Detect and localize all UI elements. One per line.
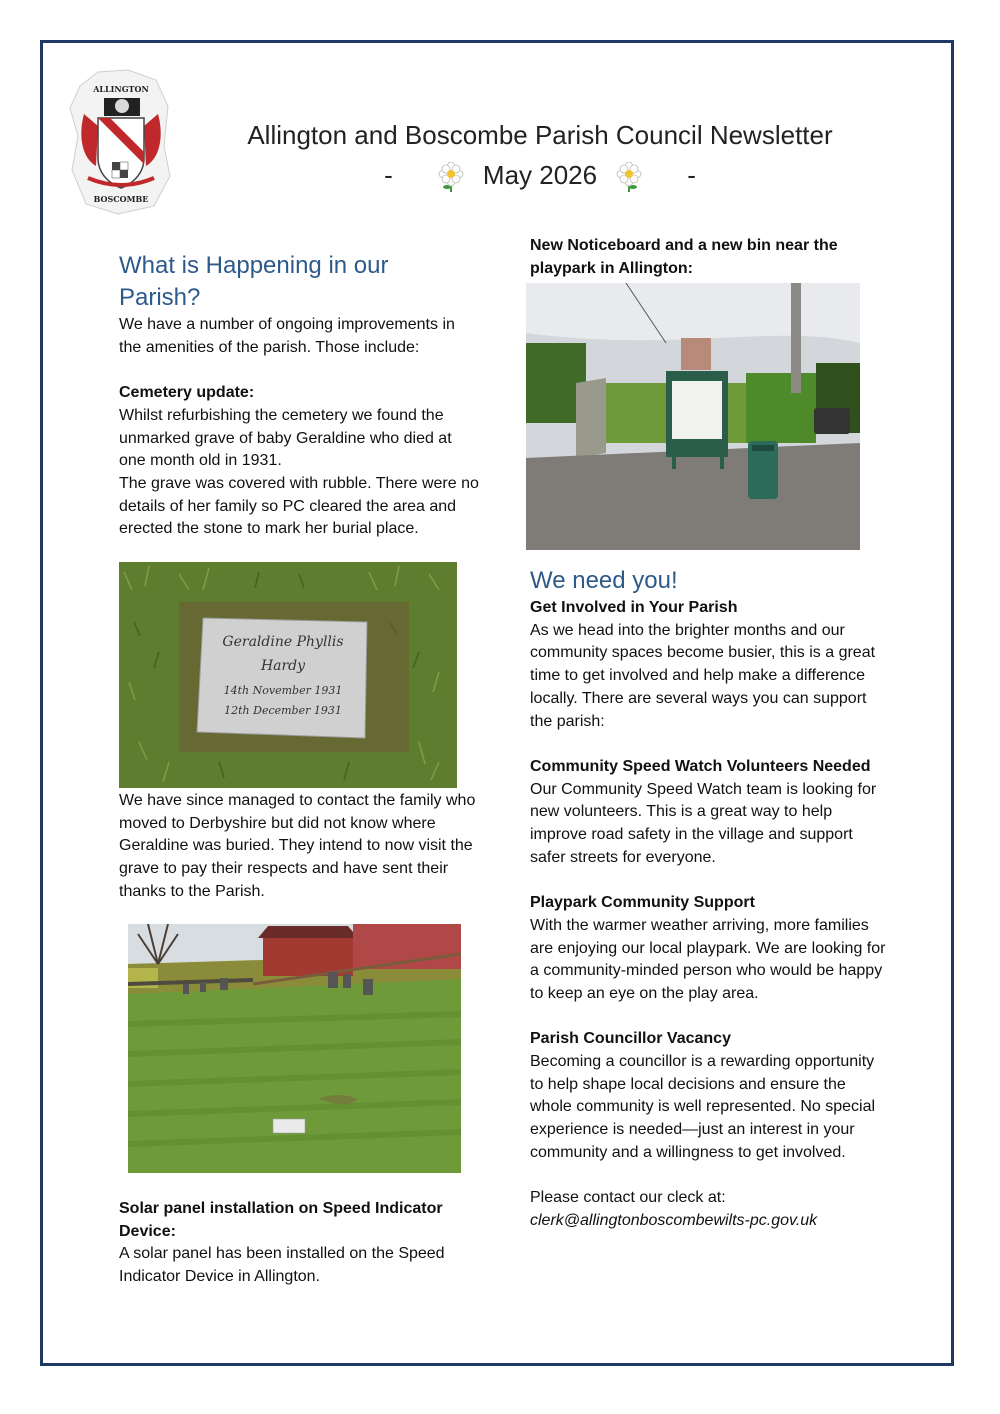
heading-line: What is Happening in our (119, 252, 389, 279)
family-section (119, 790, 479, 904)
volunteer-section (530, 565, 890, 1233)
stone-inscription: Hardy (260, 658, 306, 674)
solar-paragraph: A solar panel has been installed on the Speed Indicator Device in Allington. (119, 1245, 445, 1286)
family-paragraph: We have since managed to contact the family who moved to Derbyshire but did not know where Geraldine was buried. They intend to now visit the grave to pay their respects and have sent their thanks to the Parish. (119, 792, 476, 900)
cemetery-paragraph-2: The grave was covered with rubble. There were no details of her family so PC cleared the area and erected the stone to mark her burial place. (119, 474, 479, 538)
noticeboard-title: New Noticeboard and a new bin near the playpark in Allington: (530, 237, 838, 277)
dash-right: - (687, 160, 696, 190)
cemetery-photo (128, 924, 461, 1173)
speed-watch-paragraph: Our Community Speed Watch team is looking for new volunteers. This is a great way to help improve road safety in the village and support safer streets for everyone. (530, 780, 877, 866)
involved-paragraph: As we head into the brighter months and our community spaces become busier, this is a great time to get involved and help make a difference locally. There are several ways you can support the parish: (530, 621, 876, 730)
stone-inscription: 14th November 1931 (223, 684, 343, 697)
left-section-header (119, 250, 479, 541)
clerk-email-link[interactable]: clerk@allingtonboscombewilts-pc.gov.uk (530, 1211, 818, 1229)
playpark-paragraph: With the warmer weather arriving, more families are enjoying our local playpark. We are looking for a community-minded person who would be happy to keep an eye on the play area. (530, 916, 886, 1002)
grave-stone-photo (119, 562, 457, 788)
vacancy-title: Parish Councillor Vacancy (530, 1030, 731, 1048)
section-heading: We need you! (530, 567, 678, 594)
heading-line: Parish? (119, 284, 201, 311)
crest-top-label: ALLINGTON (93, 84, 149, 94)
cemetery-title: Cemetery update: (119, 384, 255, 402)
daisy-icon (616, 162, 642, 192)
contact-text: Please contact our cleck at: (530, 1189, 726, 1207)
speed-watch-title: Community Speed Watch Volunteers Needed (530, 757, 871, 775)
noticeboard-section (530, 235, 890, 280)
dash-left: - (384, 160, 393, 190)
noticeboard-photo (526, 283, 860, 550)
involved-title: Get Involved in Your Parish (530, 599, 738, 616)
solar-title: Solar panel installation on Speed Indicator Device: (119, 1200, 443, 1240)
vacancy-paragraph: Becoming a councillor is a rewarding opportunity to help shape local decisions and ensure the whole community is well represented. No special experience is needed—just an interest in your community and a willingness to get involved. (530, 1053, 876, 1161)
stone-inscription: Geraldine Phyllis (222, 634, 344, 650)
solar-section (119, 1198, 479, 1289)
playpark-title: Playpark Community Support (530, 894, 755, 912)
intro-paragraph: We have a number of ongoing improvements in the amenities of the parish. Those include: (119, 316, 455, 356)
crest-bottom-label: BOSCOMBE (93, 194, 149, 204)
parish-crest-logo (68, 66, 174, 216)
section-heading (119, 250, 479, 314)
newsletter-month: May 2026 (482, 160, 598, 190)
cemetery-paragraph-1: Whilst refurbishing the cemetery we found the unmarked grave of baby Geraldine who died at one month old in 1931. (119, 406, 452, 470)
daisy-icon (438, 162, 464, 192)
stone-inscription: 12th December 1931 (224, 704, 342, 717)
newsletter-title: Allington and Boscombe Parish Council Newsletter (247, 120, 833, 150)
newsletter-date-line (200, 160, 880, 192)
